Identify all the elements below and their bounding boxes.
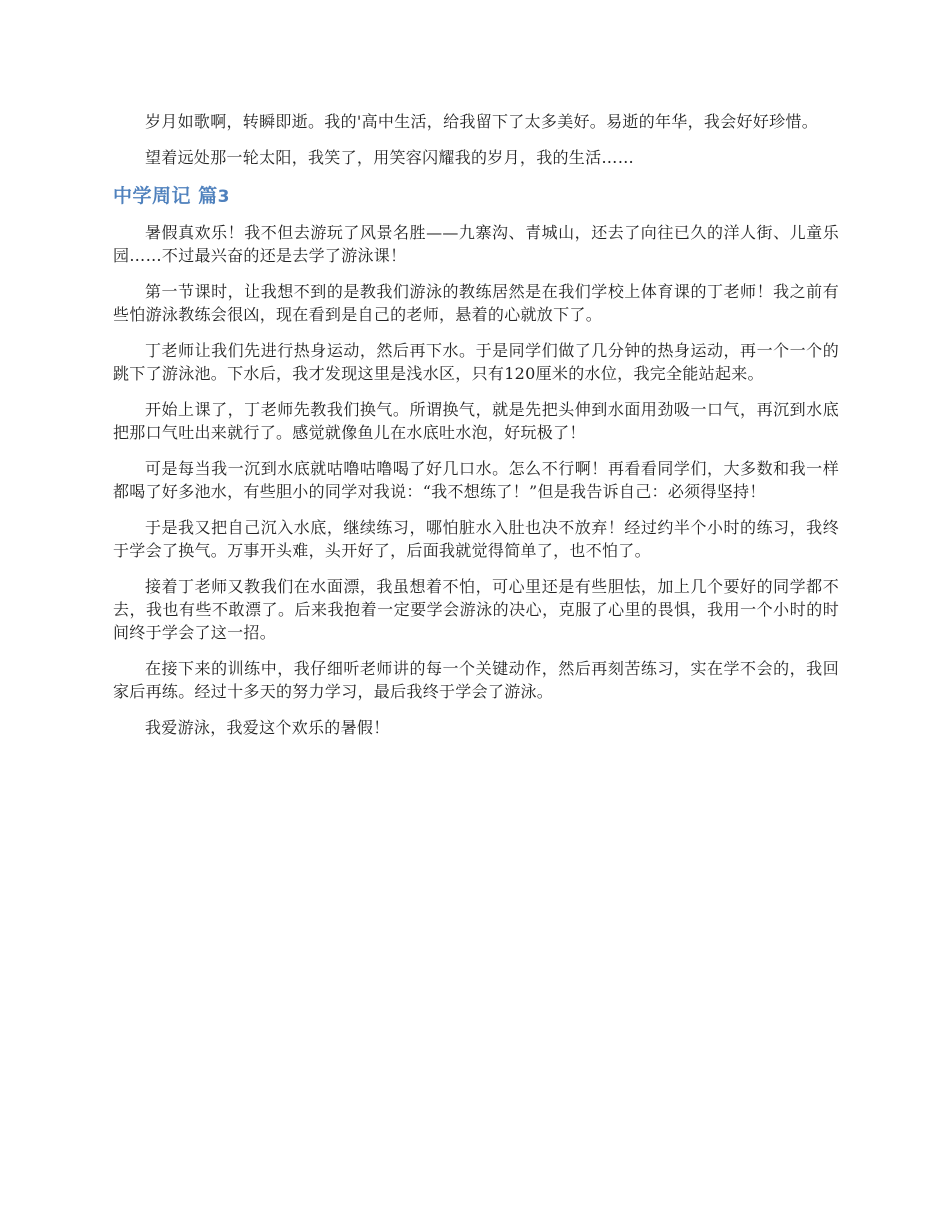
body-paragraph: 开始上课了，丁老师先教我们换气。所谓换气，就是先把头伸到水面用劲吸一口气，再沉到水底把那口气吐出来就行了。感觉就像鱼儿在水底吐水泡，好玩极了！ <box>113 400 839 442</box>
section-heading-title: 中学周记 篇 <box>113 185 218 207</box>
document-page <box>113 110 839 752</box>
body-paragraph: 第一节课时，让我想不到的是教我们游泳的教练居然是在我们学校上体育课的丁老师！我之前有些怕游泳教练会很凶，现在看到是自己的老师，悬着的心就放下了。 <box>113 282 839 324</box>
body-paragraph: 于是我又把自己沉入水底，继续练习，哪怕脏水入肚也决不放弃！经过约半个小时的练习，我终于学会了换气。万事开头难，头开好了，后面我就觉得简单了，也不怕了。 <box>113 518 839 560</box>
intro-paragraph: 望着远处那一轮太阳，我笑了，用笑容闪耀我的岁月，我的生活…… <box>145 148 635 167</box>
section-heading-number: 3 <box>217 187 230 207</box>
body-paragraph: 我爱游泳，我爱这个欢乐的暑假！ <box>145 718 390 737</box>
body-paragraph: 在接下来的训练中，我仔细听老师讲的每一个关键动作，然后再刻苦练习，实在学不会的，我回家后再练。经过十多天的努力学习，最后我终于学会了游泳。 <box>113 659 839 701</box>
body-paragraph: 丁老师让我们先进行热身运动，然后再下水。于是同学们做了几分钟的热身运动，再一个一个的跳下了游泳池。下水后，我才发现这里是浅水区，只有120厘米的水位，我完全能站起来。 <box>113 341 839 383</box>
body-paragraph: 暑假真欢乐！我不但去游玩了风景名胜——九寨沟、青城山，还去了向往已久的洋人街、儿童乐园……不过最兴奋的还是去学了游泳课！ <box>113 223 839 265</box>
intro-paragraph: 岁月如歌啊，转瞬即逝。我的'高中生活，给我留下了太多美好。易逝的年华，我会好好珍惜。 <box>145 112 818 131</box>
body-paragraph: 接着丁老师又教我们在水面漂，我虽想着不怕，可心里还是有些胆怯，加上几个要好的同学都不去，我也有些不敢漂了。后来我抱着一定要学会游泳的决心，克服了心里的畏惧，我用一个小时的时间终于学会了这一招。 <box>113 577 839 642</box>
section-heading <box>113 182 839 211</box>
body-paragraph: 可是每当我一沉到水底就咕噜咕噜喝了好几口水。怎么不行啊！再看看同学们，大多数和我一样都喝了好多池水，有些胆小的同学对我说：“我不想练了！”但是我告诉自己：必须得坚持！ <box>113 459 839 501</box>
